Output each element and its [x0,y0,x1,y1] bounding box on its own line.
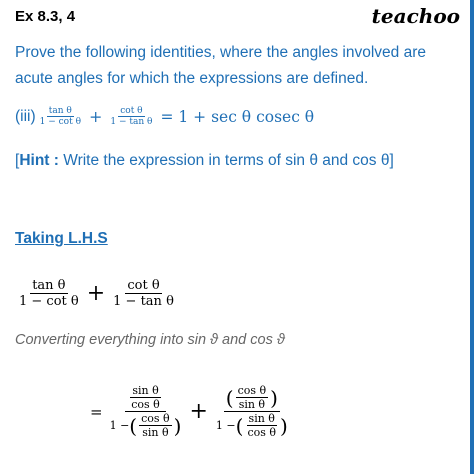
lhs-term-2-num: cot θ [127,278,160,293]
step-term-1-lparen: ( [129,413,138,438]
step-term-2-num-rparen: ) [270,385,278,410]
step-term-2-rparen: ) [280,413,288,438]
identity-statement [15,106,314,127]
lhs-term-1-den: 1 − cot θ [19,294,79,309]
teachoo-logo: teachoo [371,4,460,28]
step-term-2-den-frac [245,412,278,439]
identity-term-1-den: 1 − cot θ [39,117,81,127]
step-term-2-den-den: cos θ [247,426,277,439]
identity-term-1-num: tan θ [48,106,72,116]
lhs-heading: Taking L.H.S [15,230,108,247]
step-term-2-den-num: sin θ [248,412,275,425]
lhs-term-1-num: tan θ [32,278,66,293]
hint-open-bracket: [ [15,152,20,169]
identity-term-2-num: cot θ [120,106,143,116]
part-label: (iii) [15,107,36,125]
step-term-1-den-prefix: 1 − [109,419,130,432]
identity-term-2 [108,106,154,127]
step-term-1-numerator [125,384,166,412]
step-term-1 [108,384,184,439]
step-term-2-numerator [224,384,280,412]
right-accent-bar [470,0,474,474]
step-term-2-num-lparen: ( [225,385,234,410]
identity-term-1 [38,106,83,127]
step-term-2-denominator [214,412,290,439]
lhs-term-1 [17,278,81,309]
exercise-title: Ex 8.3, 4 [15,8,76,25]
step-term-2-den-prefix: 1 − [215,419,236,432]
converting-note: Converting everything into sin ϑ and cos ϑ [15,332,285,348]
step-equals: = [90,402,103,421]
lhs-term-2-den: 1 − tan θ [113,294,174,309]
identity-term-2-den: 1 − tan θ [110,117,153,127]
hint-line [15,152,394,170]
step-term-1-den-frac [139,412,172,439]
lhs-plus: + [86,281,106,306]
step-term-1-denominator [108,412,184,439]
identity-rhs: = 1 + sec θ cosec θ [160,107,315,126]
identity-plus: + [89,107,103,126]
step-term-1-inner-den: cos θ [131,398,160,411]
step-term-2-inner [236,384,269,411]
hint-text: Write the expression in terms of sin θ and cos θ [58,152,390,169]
step-term-1-den-den: sin θ [142,426,169,439]
hint-label: Hint : [19,152,59,169]
step-term-1-den-num: cos θ [141,412,170,425]
step-term-1-inner [129,384,162,411]
question-prompt: Prove the following identities, where the angles involved are acute angles for which the expressions are defined. [15,44,426,87]
step-term-1-inner-num: sin θ [132,384,159,397]
step-term-2-inner-num: cos θ [237,384,267,397]
step-term-2 [214,384,290,439]
step-term-2-lparen: ( [235,413,244,438]
lhs-expression [15,278,178,309]
step-term-2-inner-den: sin θ [238,398,266,411]
step-plus: + [189,399,208,424]
conversion-step [90,384,292,439]
lhs-term-2 [111,278,176,309]
hint-close-bracket: ] [389,152,394,169]
step-term-1-rparen: ) [173,413,182,438]
